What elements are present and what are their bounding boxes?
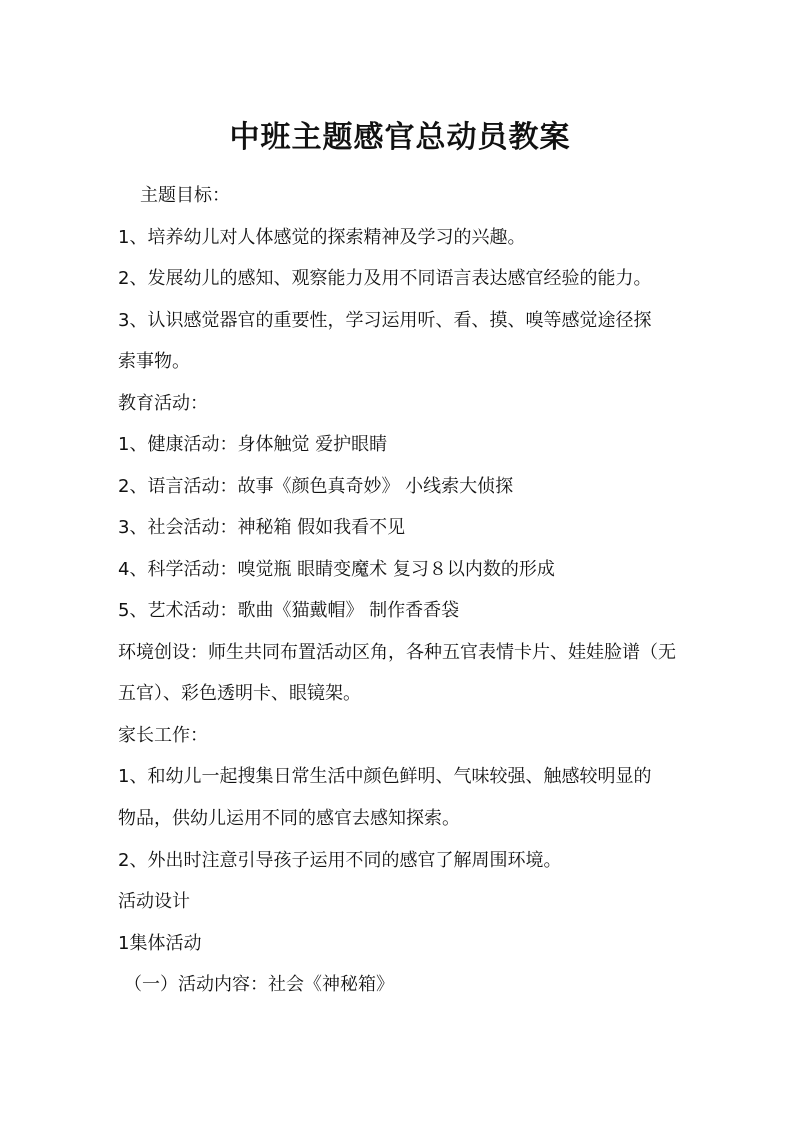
parent-item-2: 2、外出时注意引导孩子运用不同的感官了解周围环境。: [118, 850, 562, 871]
activity-item-2: 2、语言活动：故事《颜色真奇妙》 小线索大侦探: [118, 476, 514, 497]
activity-item-3: 3、社会活动：神秘箱 假如我看不见: [118, 517, 406, 538]
section-heading-parents: 家长工作：: [118, 725, 208, 746]
section-heading-activities: 教育活动：: [118, 393, 208, 414]
parent-item-1-continued: 物品，供幼儿运用不同的感官去感知探索。: [118, 808, 460, 829]
parent-item-1: 1、和幼儿一起搜集日常生活中颜色鲜明、气味较强、触感较明显的: [118, 766, 652, 787]
activity-item-5: 5、艺术活动：歌曲《猫戴帽》 制作香香袋: [118, 600, 460, 621]
goal-item-1: 1、培养幼儿对人体感觉的探索精神及学习的兴趣。: [118, 227, 526, 248]
environment-setup-continued: 五官）、彩色透明卡、眼镜架。: [118, 683, 361, 704]
activity-content-heading: （一）活动内容：社会《神秘箱》: [124, 974, 394, 995]
goal-item-2: 2、发展幼儿的感知、观察能力及用不同语言表达感官经验的能力。: [118, 268, 652, 289]
document-title: 中班主题感官总动员教案: [229, 120, 571, 155]
section-heading-design: 活动设计: [118, 891, 190, 912]
goal-item-3-continued: 索事物。: [118, 351, 190, 372]
subsection-group-activity: 1集体活动: [118, 933, 202, 954]
section-heading-goals: 主题目标：: [140, 185, 230, 206]
goal-item-3: 3、认识感觉器官的重要性，学习运用听、看、摸、嗅等感觉途径探: [118, 310, 652, 331]
environment-setup: 环境创设：师生共同布置活动区角，各种五官表情卡片、娃娃脸谱（无: [118, 642, 676, 663]
activity-item-4: 4、科学活动：嗅觉瓶 眼睛变魔术 复习８以内数的形成: [118, 559, 555, 580]
activity-item-1: 1、健康活动：身体触觉 爱护眼睛: [118, 434, 388, 455]
